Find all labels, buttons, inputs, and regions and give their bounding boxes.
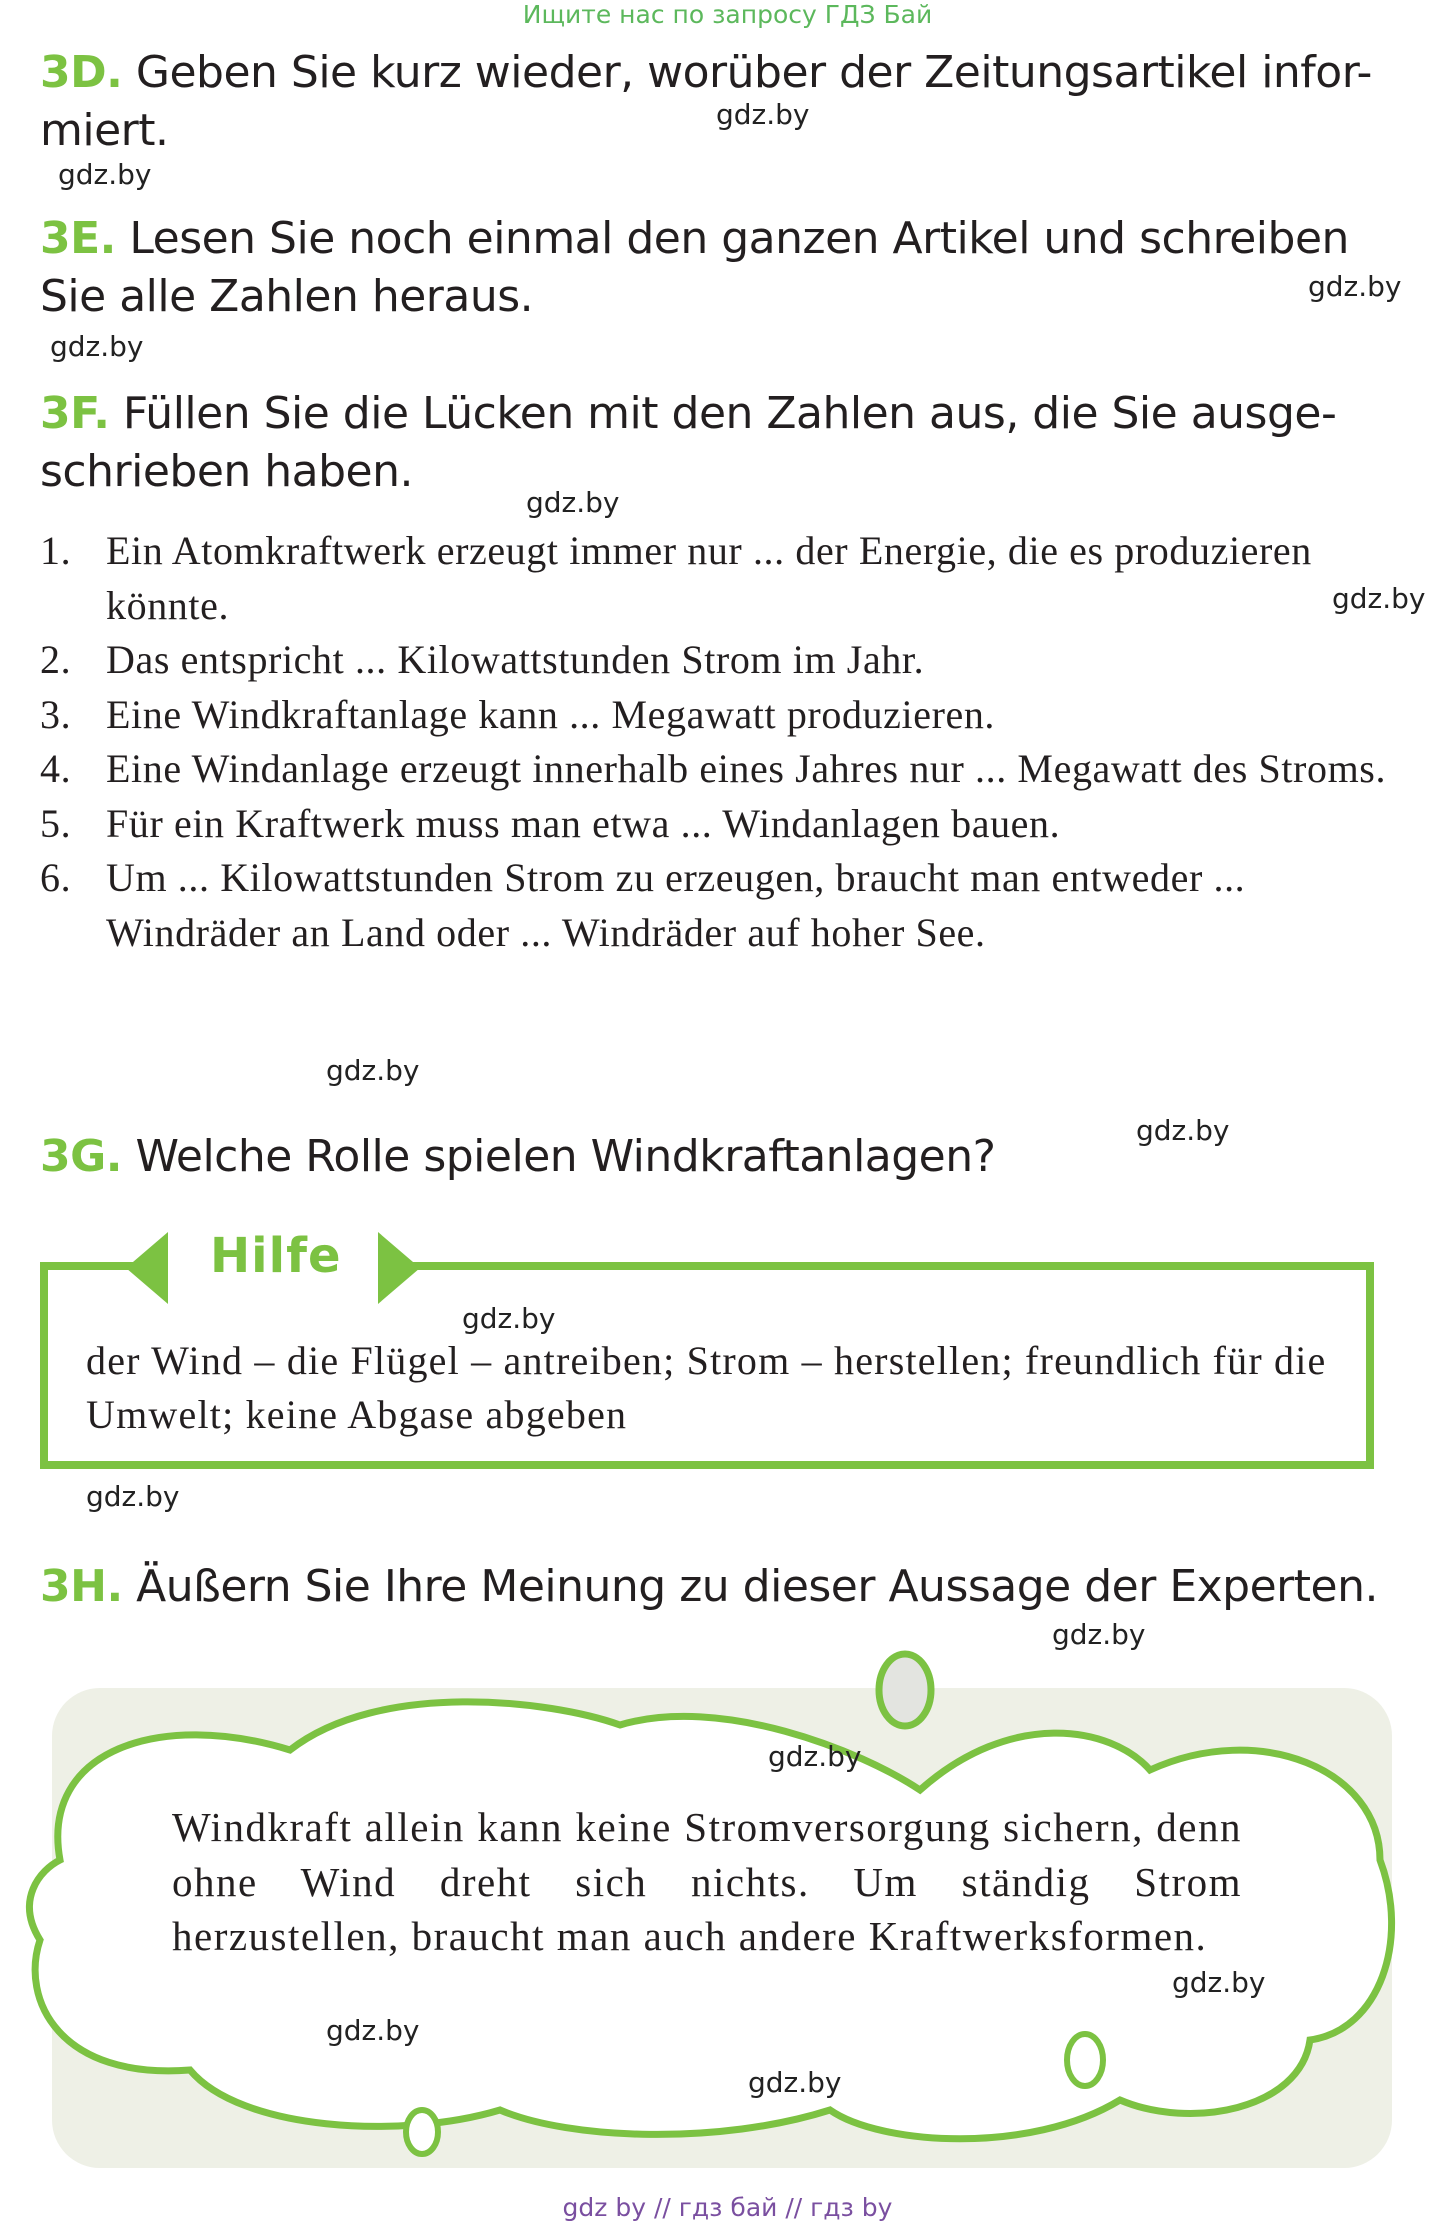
footer[interactable]: gdz by // гдз бай // гдз by [562,2193,893,2222]
list-item: 3. Eine Windkraftanlage kann ... Megawatt produzieren. [40,691,996,737]
watermark: gdz.by [1308,270,1402,303]
arrow-left-icon [126,1232,168,1304]
task-label: 3H. [40,1561,123,1612]
cloud-bubble [406,2110,438,2154]
list-item: 6. Um ... Kilowattstunden Strom zu erzeugen, braucht man entweder ... Windräder an Land oder ... Windräder auf hoher See. [40,855,1246,955]
list-item: 5. Für ein Kraftwerk muss man etwa ... Windanlagen bauen. [40,800,1061,846]
watermark: gdz.by [58,158,152,191]
cloud-text: Windkraft allein kann keine Stromversorgung sichern, denn ohne Wind dreht sich nichts. Um ständig Strom herzustellen, braucht man auch andere Kraftwerksformen. [172,1804,1242,1959]
list-item: 1. Ein Atomkraftwerk erzeugt immer nur ... der Energie, die es produzieren könnte. [40,528,1312,628]
task-label: 3D. [40,47,123,98]
task-text-cont: Sie alle Zahlen heraus. [40,271,534,322]
watermark: gdz.by [462,1302,556,1335]
watermark: gdz.by [716,98,810,131]
task-text: Welche Rolle spielen Windkraftanlagen? [121,1131,996,1182]
watermark: gdz.by [86,1480,180,1513]
gap-fill-list [40,524,1390,960]
task-text: Äußern Sie Ihre Meinung zu dieser Aussage der Experten. [122,1561,1378,1612]
list-item: 2. Das entspricht ... Kilowattstunden Strom im Jahr. [40,637,925,682]
task-text-cont: miert. [40,105,169,156]
task-3d [40,44,1380,160]
task-text: Füllen Sie die Lücken mit den Zahlen aus, die Sie ausge- [109,388,1337,439]
task-label: 3G. [40,1131,122,1182]
task-text-cont: schrieben haben. [40,446,413,497]
watermark: gdz.by [1332,582,1426,615]
task-3e [40,210,1380,326]
watermark: gdz.by [50,330,144,363]
watermark: gdz.by [768,1740,862,1773]
cloud-bubble [879,1654,931,1726]
task-label: 3E. [40,213,116,264]
watermark: gdz.by [1172,1966,1266,1999]
top-banner[interactable]: Ищите нас по запросу ГДЗ Бай [522,0,933,29]
task-text: Lesen Sie noch einmal den ganzen Artikel und schreiben [115,213,1349,264]
cloud-bubble [1067,2034,1103,2086]
arrow-right-icon [378,1232,420,1304]
watermark: gdz.by [526,486,620,519]
watermark: gdz.by [326,1054,420,1087]
task-3f [40,385,1380,501]
watermark: gdz.by [748,2066,842,2099]
hilfe-text: der Wind – die Flügel – antreiben; Strom – herstellen; freundlich für die Umwelt; keine Abgase abgeben [86,1338,1327,1437]
hilfe-label: Hilfe [210,1228,342,1284]
watermark: gdz.by [1136,1114,1230,1147]
watermark: gdz.by [326,2014,420,2047]
task-text: Geben Sie kurz wieder, worüber der Zeitungsartikel infor- [122,47,1372,98]
list-item: 4. Eine Windanlage erzeugt innerhalb eines Jahres nur ... Megawatt des Stroms. [40,746,1387,791]
watermark: gdz.by [1052,1618,1146,1651]
task-label: 3F. [40,388,110,439]
task-3h [40,1558,1380,1616]
